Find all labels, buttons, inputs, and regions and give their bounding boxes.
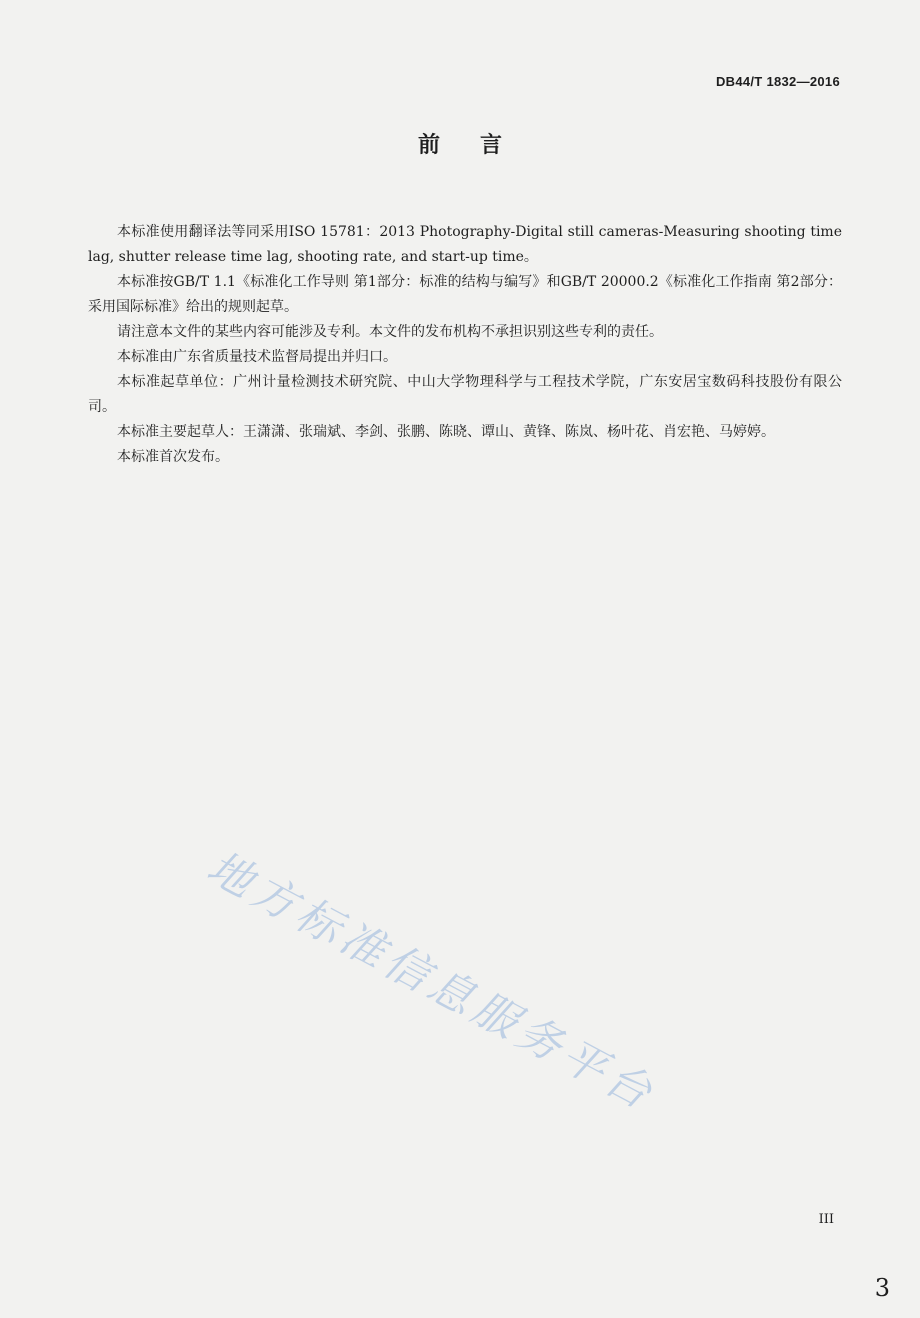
paragraph: 本标准主要起草人：王潇潇、张瑞斌、李剑、张鹏、陈晓、谭山、黄锋、陈岚、杨叶花、肖宏艳、马婷婷。 bbox=[117, 424, 775, 440]
paragraph: 本标准使用翻译法等同采用ISO 15781：2013 Photography-Digital still cameras-Measuring shooting time lag, shutter release time lag, shooting rate, and start-up time。 bbox=[88, 224, 842, 265]
roman-page-number: III bbox=[818, 1212, 834, 1227]
foreword-body bbox=[88, 220, 842, 470]
page-title: 前言 bbox=[417, 133, 542, 158]
paragraph: 本标准按GB/T 1.1《标准化工作导则 第1部分：标准的结构与编写》和GB/T 20000.2《标准化工作指南 第2部分：采用国际标准》给出的规则起草。 bbox=[88, 274, 842, 315]
watermark: 地方标准信息服务平台 bbox=[198, 841, 665, 1122]
paragraph: 请注意本文件的某些内容可能涉及专利。本文件的发布机构不承担识别这些专利的责任。 bbox=[117, 324, 663, 340]
paragraph: 本标准首次发布。 bbox=[117, 449, 229, 465]
paragraph: 本标准起草单位：广州计量检测技术研究院、中山大学物理科学与工程技术学院，广东安居宝数码科技股份有限公司。 bbox=[88, 374, 842, 415]
page-number: 3 bbox=[874, 1274, 890, 1302]
standard-code: DB44/T 1832—2016 bbox=[715, 74, 840, 89]
paragraph: 本标准由广东省质量技术监督局提出并归口。 bbox=[117, 349, 397, 365]
